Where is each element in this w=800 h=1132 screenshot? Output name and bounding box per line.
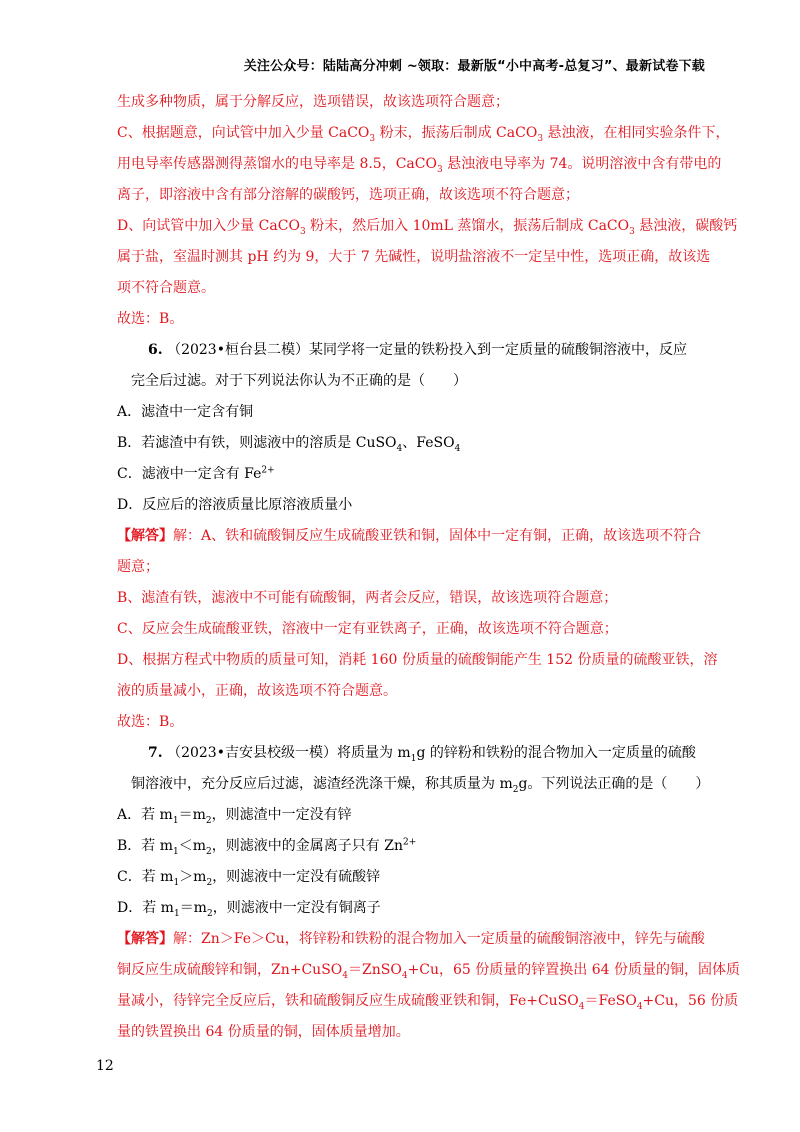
- question-7-stem: 7. （2023•吉安县校级一模）将质量为 $m_1g$ 的锌粉和铁粉的混合物加入一定质量的硫酸: [148, 745, 696, 764]
- answer-line: 量减小，待锌完全反应后，铁和硫酸铜反应生成硫酸亚铁和铜，Fe+CuSO$_4$＝FeSO$_4$+Cu，56 份质: [117, 993, 739, 1012]
- page-content: [117, 92, 740, 1053]
- answer-line: 生成多种物质，属于分解反应，选项错误，故该选项符合题意；: [117, 94, 509, 110]
- answer-line: C、反应会生成硫酸亚铁，溶液中一定有亚铁离子，正确，故该选项不符合题意；: [117, 621, 618, 637]
- answer-line: 铜反应生成硫酸锌和铜，Zn+CuSO$_4$＝ZnSO$_4$+Cu，65 份质量的锌置换出 64 份质量的铜，固体质: [117, 962, 740, 981]
- question-7-stem: 铜溶液中，充分反应后过滤，滤渣经洗涤干燥，称其质量为 $m_2g$。下列说法正确的是（ ）: [131, 776, 710, 795]
- answer-line: B、滤渣有铁，滤液中不可能有硫酸铜，两者会反应，错误，故该选项符合题意；: [117, 590, 618, 606]
- question-6-stem: 完全后过滤。对于下列说法你认为不正确的是（ ）: [131, 373, 467, 389]
- answer-label: 【解答】: [117, 931, 173, 947]
- answer-line: D、根据方程式中物质的质量可知，消耗 160 份质量的硫酸铜能产生 152 份质量的硫酸亚铁，溶: [117, 652, 718, 668]
- page-header: 关注公众号：陆陆高分冲刺 ~领取：最新版“小中高考-总复习”、最新试卷下载: [243, 59, 705, 74]
- answer-line: 属于盐，室温时测其 pH 约为 9，大于 7 先碱性，说明盐溶液不一定呈中性，选项正确，故该选: [117, 249, 711, 265]
- answer-line: 用电导率传感器测得蒸馏水的电导率是 8.5，CaCO$_3$ 悬浊液电导率为 74。说明溶液中含有带电的: [117, 156, 722, 175]
- option-a: A．若 $m_1=m_2$，则滤渣中一定没有锌: [117, 807, 352, 826]
- page-number: 12: [96, 1058, 114, 1074]
- option-b: B．若 $m_1<m_2$，则滤液中的金属离子只有 $Zn^{2+}$: [117, 837, 417, 857]
- answer-line: 液的质量减小，正确，故该选项不符合题意。: [117, 683, 397, 699]
- option-d: D．若 $m_1=m_2$，则滤液中一定没有铜离子: [117, 900, 381, 919]
- answer-line: 【解答】解：Zn＞Fe＞Cu，将锌粉和铁粉的混合物加入一定质量的硫酸铜溶液中，锌先与硫酸: [117, 931, 705, 947]
- option-a: A．滤渣中一定含有铜: [117, 404, 254, 420]
- answer-line: 离子，即溶液中含有部分溶解的碳酸钙，选项正确，故该选项不符合题意；: [117, 187, 579, 203]
- option-d: D．反应后的溶液质量比原溶液质量小: [117, 497, 353, 513]
- answer-line: D、向试管中加入少量 CaCO$_3$ 粉末，然后加入 10mL 蒸馏水，振荡后制成 CaCO$_3$ 悬浊液，碳酸钙: [117, 218, 738, 237]
- answer-label: 【解答】: [117, 528, 173, 544]
- option-c: C．若 $m_1>m_2$，则滤液中一定没有硫酸锌: [117, 869, 381, 888]
- answer-choice: 故选：B。: [117, 311, 184, 327]
- answer-line: 【解答】解：A、铁和硫酸铜反应生成硫酸亚铁和铜，固体中一定有铜，正确，故该选项不符合: [117, 528, 702, 544]
- answer-line: 量的铁置换出 64 份质量的铜，固体质量增加。: [117, 1024, 410, 1040]
- answer-line: 题意；: [117, 559, 159, 575]
- answer-line: C、根据题意，向试管中加入少量 CaCO$_3$ 粉末，振荡后制成 CaCO$_3$ 悬浊液，在相同实验条件下，: [117, 125, 730, 144]
- answer-choice: 故选：B。: [117, 714, 184, 730]
- option-c: C．滤液中一定含有 $Fe^{2+}$: [117, 465, 275, 482]
- question-number: 7.: [148, 745, 163, 761]
- question-6-stem: 6. （2023•桓台县二模）某同学将一定量的铁粉投入到一定质量的硫酸铜溶液中，反应: [148, 342, 687, 358]
- answer-line: 项不符合题意。: [117, 280, 215, 296]
- option-b: B．若滤渣中有铁，则滤液中的溶质是 CuSO$_4$、FeSO$_4$: [117, 435, 461, 454]
- question-number: 6.: [148, 342, 163, 358]
